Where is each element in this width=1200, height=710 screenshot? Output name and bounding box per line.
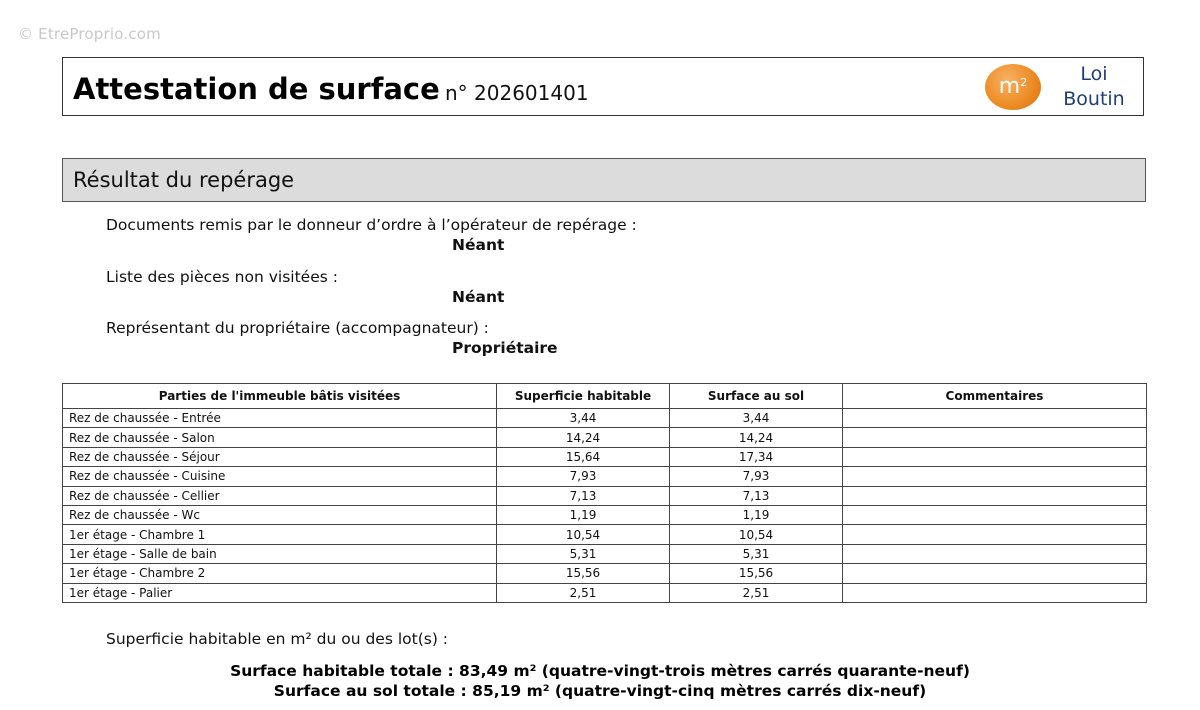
logo-line-1: Loi	[1080, 63, 1108, 85]
m2-logo-icon	[985, 64, 1041, 110]
room-comment	[843, 525, 1147, 544]
room-floor-surface: 5,31	[670, 544, 843, 563]
room-comment	[843, 486, 1147, 505]
table-row	[63, 564, 1147, 583]
room-habitable: 10,54	[497, 525, 670, 544]
room-name: 1er étage - Palier	[63, 583, 497, 602]
table-header-row	[63, 384, 1147, 409]
room-comment	[843, 505, 1147, 524]
header-habitable: Superficie habitable	[497, 384, 670, 409]
table-row	[63, 544, 1147, 563]
table-row	[63, 428, 1147, 447]
total-floor-surface: Surface au sol totale : 85,19 m² (quatre-vingt-cinq mètres carrés dix-neuf)	[273, 682, 927, 700]
room-habitable: 5,31	[497, 544, 670, 563]
room-habitable: 2,51	[497, 583, 670, 602]
room-name: Rez de chaussée - Séjour	[63, 447, 497, 466]
header-floor-surface: Surface au sol	[670, 384, 843, 409]
room-habitable: 14,24	[497, 428, 670, 447]
logo-text	[1049, 62, 1139, 112]
info-label-owner-representative: Représentant du propriétaire (accompagnateur) :	[106, 319, 489, 337]
document-number: n° 202601401	[445, 81, 589, 105]
room-name: Rez de chaussée - Entrée	[63, 409, 497, 428]
room-habitable: 15,64	[497, 447, 670, 466]
table-row	[63, 525, 1147, 544]
logo-circle-sup: 2	[1020, 76, 1028, 89]
room-name: 1er étage - Chambre 1	[63, 525, 497, 544]
document-title: Attestation de surface	[73, 72, 440, 106]
room-floor-surface: 1,19	[670, 505, 843, 524]
room-floor-surface: 10,54	[670, 525, 843, 544]
info-value-documents: Néant	[452, 236, 505, 254]
info-label-documents: Documents remis par le donneur d’ordre à l’opérateur de repérage :	[106, 216, 637, 234]
table-row	[63, 409, 1147, 428]
room-comment	[843, 564, 1147, 583]
room-habitable: 7,13	[497, 486, 670, 505]
total-habitable: Surface habitable totale : 83,49 m² (quatre-vingt-trois mètres carrés quarante-neuf)	[230, 662, 970, 680]
logo-line-2: Boutin	[1063, 88, 1125, 110]
table-row	[63, 505, 1147, 524]
info-value-unvisited-rooms: Néant	[452, 288, 505, 306]
section-title: Résultat du repérage	[73, 168, 295, 192]
room-name: 1er étage - Salle de bain	[63, 544, 497, 563]
document-header	[62, 57, 1144, 116]
room-habitable: 15,56	[497, 564, 670, 583]
room-floor-surface: 3,44	[670, 409, 843, 428]
room-comment	[843, 467, 1147, 486]
room-floor-surface: 14,24	[670, 428, 843, 447]
room-habitable: 1,19	[497, 505, 670, 524]
header-parts: Parties de l'immeuble bâtis visitées	[63, 384, 497, 409]
summary-label: Superficie habitable en m² du ou des lot(s) :	[106, 630, 449, 648]
room-comment	[843, 583, 1147, 602]
info-value-owner-representative: Propriétaire	[452, 339, 558, 357]
room-habitable: 3,44	[497, 409, 670, 428]
room-name: Rez de chaussée - Salon	[63, 428, 497, 447]
room-floor-surface: 7,93	[670, 467, 843, 486]
room-name: Rez de chaussée - Cellier	[63, 486, 497, 505]
room-floor-surface: 15,56	[670, 564, 843, 583]
room-comment	[843, 544, 1147, 563]
section-header	[62, 158, 1146, 202]
watermark: © EtreProprio.com	[18, 25, 161, 43]
logo-circle-text: m	[998, 74, 1021, 99]
room-floor-surface: 17,34	[670, 447, 843, 466]
header-comments: Commentaires	[843, 384, 1147, 409]
room-floor-surface: 2,51	[670, 583, 843, 602]
room-comment	[843, 447, 1147, 466]
table-row	[63, 447, 1147, 466]
room-name: 1er étage - Chambre 2	[63, 564, 497, 583]
rooms-table	[62, 383, 1147, 603]
room-name: Rez de chaussée - Wc	[63, 505, 497, 524]
table-row	[63, 583, 1147, 602]
info-label-unvisited-rooms: Liste des pièces non visitées :	[106, 268, 338, 286]
room-floor-surface: 7,13	[670, 486, 843, 505]
table-row	[63, 467, 1147, 486]
table-row	[63, 486, 1147, 505]
room-comment	[843, 428, 1147, 447]
room-habitable: 7,93	[497, 467, 670, 486]
room-comment	[843, 409, 1147, 428]
room-name: Rez de chaussée - Cuisine	[63, 467, 497, 486]
